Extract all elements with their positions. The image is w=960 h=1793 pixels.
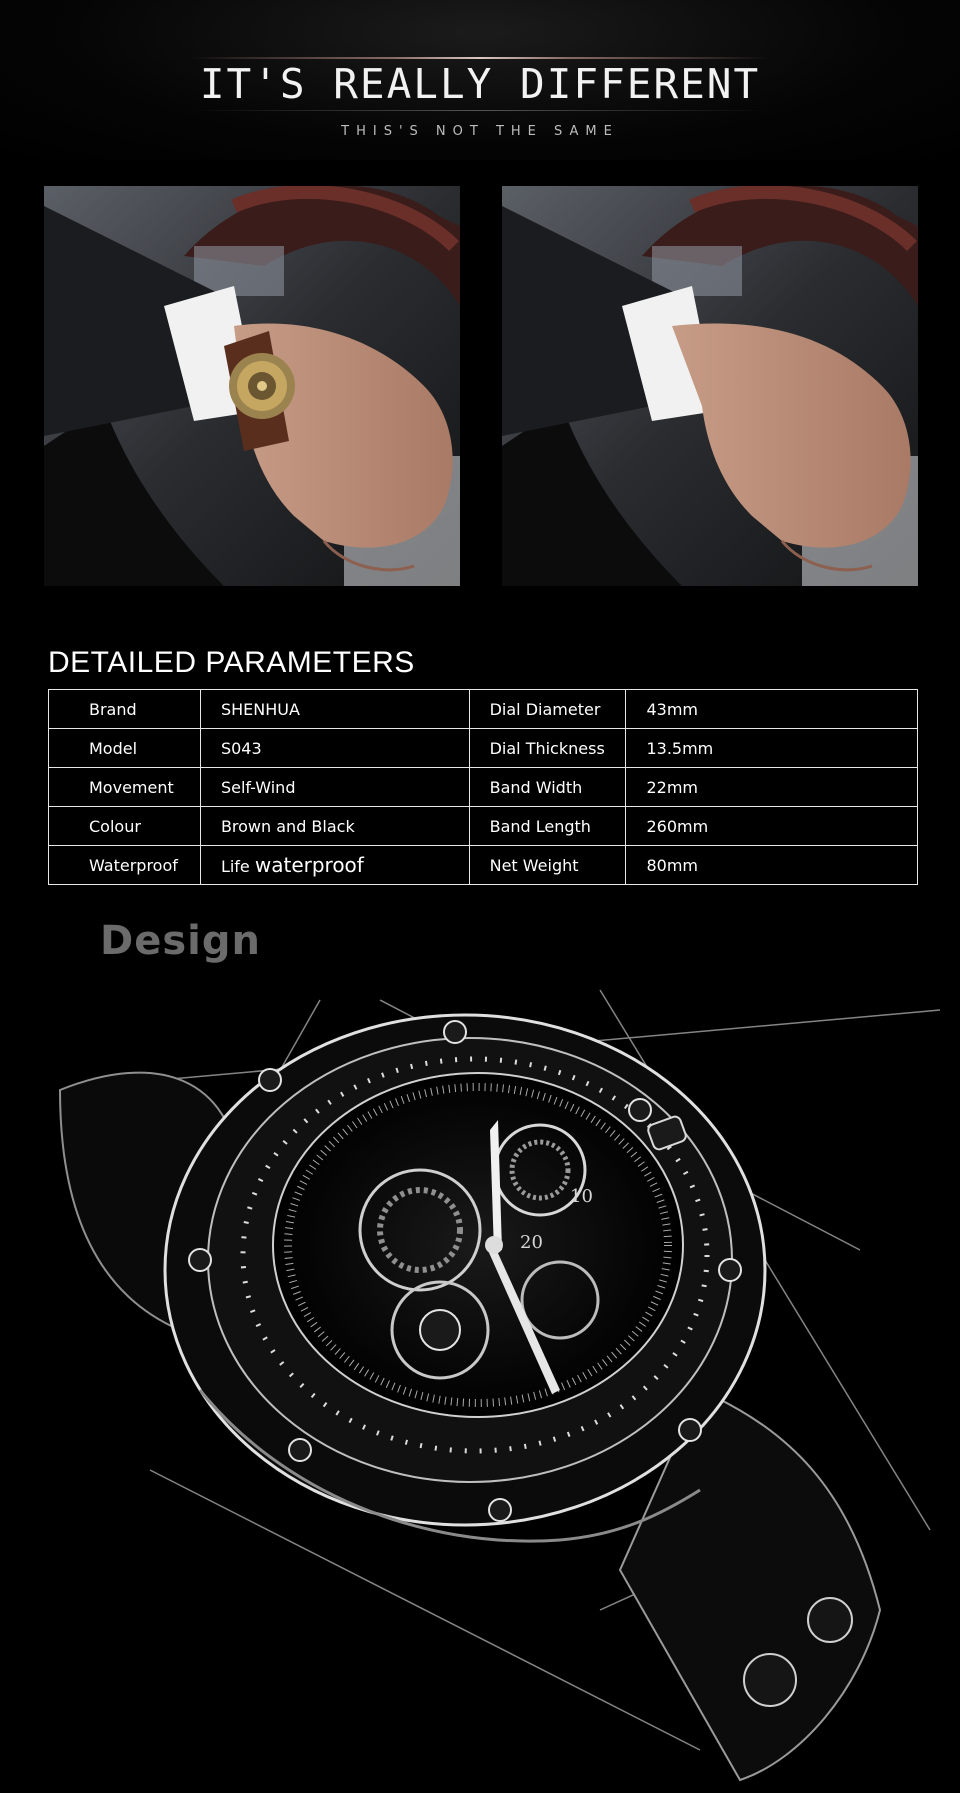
table-row [49, 846, 918, 885]
param-value-part: Life [220, 857, 255, 876]
table-row [49, 729, 918, 768]
param-value: Brown and Black [200, 807, 469, 846]
param-value-part: waterproof [254, 853, 364, 877]
page-title: IT'S REALLY DIFFERENT [199, 60, 761, 108]
header-divider-bottom [190, 110, 770, 111]
page-subtitle: THIS'S NOT THE SAME [341, 124, 619, 139]
table-row [49, 690, 918, 729]
header-banner [0, 0, 960, 160]
param-label: Model [49, 729, 201, 768]
parameters-title: DETAILED PARAMETERS [48, 646, 415, 679]
param-label: Band Width [469, 768, 626, 807]
param-value: Self-Wind [200, 768, 469, 807]
param-label: Movement [49, 768, 201, 807]
param-value: 22mm [626, 768, 918, 807]
param-label: Colour [49, 807, 201, 846]
param-value: 260mm [626, 807, 918, 846]
param-value: 13.5mm [626, 729, 918, 768]
dial-numeral: 20 [520, 1232, 543, 1253]
param-label: Dial Diameter [469, 690, 626, 729]
parameters-table [48, 689, 918, 885]
header-divider-top [190, 57, 770, 59]
param-value: 43mm [626, 690, 918, 729]
dial-numeral: 10 [570, 1186, 593, 1207]
param-label: Net Weight [469, 846, 626, 885]
param-value [200, 846, 469, 885]
skeleton-watch-sketch [0, 970, 960, 1793]
table-row [49, 807, 918, 846]
wrist-with-watch-photo [44, 186, 460, 586]
param-label: Waterproof [49, 846, 201, 885]
param-label: Brand [49, 690, 201, 729]
param-value: SHENHUA [200, 690, 469, 729]
param-label: Dial Thickness [469, 729, 626, 768]
param-value: S043 [200, 729, 469, 768]
param-label: Band Length [469, 807, 626, 846]
table-row [49, 768, 918, 807]
design-label: Design [100, 918, 261, 964]
wrist-without-watch-photo [502, 186, 918, 586]
param-value: 80mm [626, 846, 918, 885]
